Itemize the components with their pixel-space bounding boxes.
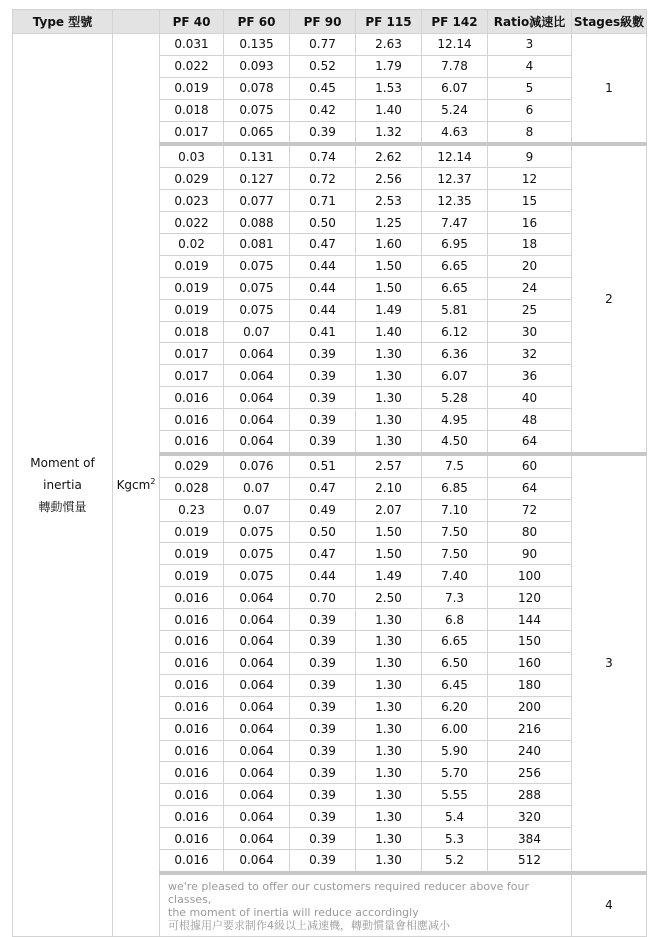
table-cell: 6.07: [422, 77, 488, 99]
table-cell: 180: [488, 674, 572, 696]
table-cell: 0.093: [224, 55, 290, 77]
table-cell: 0.44: [290, 255, 356, 277]
table-cell: 1.30: [356, 343, 422, 365]
table-cell: 384: [488, 828, 572, 850]
table-cell: 144: [488, 609, 572, 631]
table-cell: 0.127: [224, 168, 290, 190]
table-cell: 0.081: [224, 234, 290, 256]
table-cell: 6.65: [422, 255, 488, 277]
table-cell: 2.53: [356, 190, 422, 212]
table-cell: 0.078: [224, 77, 290, 99]
table-cell: 0.39: [290, 343, 356, 365]
table-cell: 12.35: [422, 190, 488, 212]
table-cell: 0.016: [160, 587, 224, 609]
table-cell: 0.064: [224, 696, 290, 718]
table-cell: 1.79: [356, 55, 422, 77]
table-cell: 0.019: [160, 543, 224, 565]
table-cell: 160: [488, 652, 572, 674]
table-cell: 0.44: [290, 565, 356, 587]
table-cell: 0.016: [160, 762, 224, 784]
table-cell: 6.85: [422, 477, 488, 499]
table-cell: 5.70: [422, 762, 488, 784]
table-cell: 4.50: [422, 431, 488, 454]
table-cell: 6.95: [422, 234, 488, 256]
table-cell: 0.017: [160, 343, 224, 365]
table-cell: 0.07: [224, 499, 290, 521]
inertia-table: [12, 9, 647, 937]
table-cell: 0.029: [160, 168, 224, 190]
table-cell: 4.63: [422, 121, 488, 144]
table-cell: 7.47: [422, 212, 488, 234]
table-cell: 0.016: [160, 740, 224, 762]
header-pf60: PF 60: [224, 10, 290, 34]
table-cell: 1.30: [356, 849, 422, 872]
table-cell: 0.39: [290, 784, 356, 806]
table-cell: 0.019: [160, 255, 224, 277]
table-cell: 1.30: [356, 674, 422, 696]
table-cell: 0.39: [290, 806, 356, 828]
table-cell: 0.016: [160, 387, 224, 409]
table-cell: 0.075: [224, 565, 290, 587]
table-cell: 40: [488, 387, 572, 409]
table-cell: 1.30: [356, 828, 422, 850]
table-cell: 0.39: [290, 762, 356, 784]
table-cell: 2.63: [356, 34, 422, 56]
header-stages: Stages級數: [572, 10, 647, 34]
table-cell: 0.39: [290, 631, 356, 653]
table-cell: 0.51: [290, 454, 356, 477]
table-cell: 12: [488, 168, 572, 190]
table-cell: 30: [488, 321, 572, 343]
table-cell: 5.24: [422, 99, 488, 121]
moment-of-inertia-label: [13, 34, 113, 937]
table-cell: 64: [488, 431, 572, 454]
table-cell: 5.4: [422, 806, 488, 828]
table-cell: 1.49: [356, 565, 422, 587]
label-line2: inertia: [43, 477, 82, 492]
table-cell: 0.019: [160, 77, 224, 99]
table-cell: 0.016: [160, 696, 224, 718]
table-cell: 6.65: [422, 277, 488, 299]
table-cell: 0.42: [290, 99, 356, 121]
table-cell: 0.064: [224, 343, 290, 365]
table-cell: 0.39: [290, 696, 356, 718]
table-cell: 3: [488, 34, 572, 56]
stage-cell: 2: [572, 144, 647, 453]
table-cell: 0.016: [160, 431, 224, 454]
table-cell: 0.39: [290, 718, 356, 740]
table-cell: 0.016: [160, 718, 224, 740]
table-cell: 0.39: [290, 387, 356, 409]
note-line3: 可根據用户要求制作4級以上减速機，轉動慣量會相應减小: [168, 918, 450, 932]
table-cell: 320: [488, 806, 572, 828]
label-line3: 轉動慣量: [38, 499, 87, 514]
table-cell: 48: [488, 409, 572, 431]
table-cell: 0.39: [290, 849, 356, 872]
table-cell: 0.016: [160, 806, 224, 828]
table-cell: 25: [488, 299, 572, 321]
table-cell: 0.075: [224, 299, 290, 321]
header-row: [13, 10, 647, 34]
table-cell: 2.56: [356, 168, 422, 190]
label-line1: Moment of: [30, 455, 95, 470]
table-cell: 90: [488, 543, 572, 565]
table-cell: 0.064: [224, 784, 290, 806]
table-cell: 12.37: [422, 168, 488, 190]
table-cell: 0.39: [290, 365, 356, 387]
table-cell: 0.02: [160, 234, 224, 256]
table-cell: 0.064: [224, 431, 290, 454]
table-cell: 1.30: [356, 431, 422, 454]
table-cell: 1.30: [356, 806, 422, 828]
table-cell: 0.077: [224, 190, 290, 212]
table-cell: 0.065: [224, 121, 290, 144]
table-cell: 0.064: [224, 631, 290, 653]
table-cell: 5: [488, 77, 572, 99]
table-cell: 1.30: [356, 652, 422, 674]
table-cell: 0.39: [290, 652, 356, 674]
table-cell: 0.016: [160, 784, 224, 806]
table-cell: 0.019: [160, 565, 224, 587]
table-cell: 0.023: [160, 190, 224, 212]
table-cell: 0.076: [224, 454, 290, 477]
table-cell: 18: [488, 234, 572, 256]
table-cell: 0.064: [224, 652, 290, 674]
table-cell: 0.064: [224, 762, 290, 784]
table-cell: 0.71: [290, 190, 356, 212]
table-cell: 1.32: [356, 121, 422, 144]
table-cell: 5.90: [422, 740, 488, 762]
table-cell: 0.016: [160, 631, 224, 653]
table-cell: 16: [488, 212, 572, 234]
stage-cell: 1: [572, 34, 647, 145]
table-cell: 7.50: [422, 543, 488, 565]
table-cell: 216: [488, 718, 572, 740]
table-cell: 0.075: [224, 521, 290, 543]
table-cell: 2.50: [356, 587, 422, 609]
stage-cell: 4: [572, 873, 647, 937]
table-cell: 5.81: [422, 299, 488, 321]
table-cell: 1.30: [356, 387, 422, 409]
table-cell: 72: [488, 499, 572, 521]
table-cell: 0.39: [290, 121, 356, 144]
table-cell: 0.064: [224, 409, 290, 431]
table-cell: 9: [488, 144, 572, 167]
table-cell: 1.50: [356, 543, 422, 565]
table-cell: 6.8: [422, 609, 488, 631]
table-cell: 0.41: [290, 321, 356, 343]
table-cell: 2.57: [356, 454, 422, 477]
table-cell: 0.07: [224, 477, 290, 499]
table-cell: 6.12: [422, 321, 488, 343]
table-cell: 0.52: [290, 55, 356, 77]
table-cell: 0.064: [224, 674, 290, 696]
table-cell: 6.65: [422, 631, 488, 653]
table-cell: 1.40: [356, 321, 422, 343]
table-cell: 8: [488, 121, 572, 144]
note-line1: we're pleased to offer our customers required reducer above four classes,: [168, 879, 529, 906]
table-cell: 0.50: [290, 521, 356, 543]
table-cell: 20: [488, 255, 572, 277]
table-cell: 0.016: [160, 409, 224, 431]
table-cell: 0.064: [224, 609, 290, 631]
table-cell: 0.39: [290, 609, 356, 631]
table-cell: 0.39: [290, 828, 356, 850]
table-cell: 0.44: [290, 277, 356, 299]
table-cell: 0.018: [160, 99, 224, 121]
table-cell: 0.075: [224, 277, 290, 299]
table-cell: 1.30: [356, 718, 422, 740]
table-cell: 0.23: [160, 499, 224, 521]
table-cell: 0.016: [160, 674, 224, 696]
table-cell: 0.03: [160, 144, 224, 167]
table-row: [13, 34, 647, 56]
table-cell: 4: [488, 55, 572, 77]
table-cell: 0.028: [160, 477, 224, 499]
table-cell: 200: [488, 696, 572, 718]
table-cell: 6: [488, 99, 572, 121]
table-cell: 0.70: [290, 587, 356, 609]
header-pf115: PF 115: [356, 10, 422, 34]
table-cell: 1.30: [356, 409, 422, 431]
table-cell: 1.50: [356, 255, 422, 277]
table-cell: 150: [488, 631, 572, 653]
table-cell: 100: [488, 565, 572, 587]
table-cell: 2.07: [356, 499, 422, 521]
table-cell: 24: [488, 277, 572, 299]
table-cell: 1.30: [356, 784, 422, 806]
table-cell: 0.50: [290, 212, 356, 234]
table-cell: 0.39: [290, 740, 356, 762]
table-cell: 256: [488, 762, 572, 784]
table-cell: 0.019: [160, 299, 224, 321]
table-cell: 36: [488, 365, 572, 387]
table-cell: 512: [488, 849, 572, 872]
header-pf90: PF 90: [290, 10, 356, 34]
header-pf142: PF 142: [422, 10, 488, 34]
header-pf40: PF 40: [160, 10, 224, 34]
table-cell: 6.50: [422, 652, 488, 674]
note-line2: the moment of inertia will reduce accordingly: [168, 905, 419, 919]
table-cell: 12.14: [422, 144, 488, 167]
table-cell: 0.45: [290, 77, 356, 99]
table-cell: 1.30: [356, 762, 422, 784]
table-cell: 4.95: [422, 409, 488, 431]
table-cell: 0.74: [290, 144, 356, 167]
table-cell: 0.016: [160, 849, 224, 872]
table-cell: 0.019: [160, 521, 224, 543]
table-cell: 0.064: [224, 365, 290, 387]
table-cell: 0.016: [160, 609, 224, 631]
table-cell: 0.47: [290, 477, 356, 499]
table-cell: 1.50: [356, 521, 422, 543]
table-cell: 7.50: [422, 521, 488, 543]
table-cell: 12.14: [422, 34, 488, 56]
table-cell: 0.031: [160, 34, 224, 56]
unit-base: Kgcm: [116, 478, 151, 493]
table-cell: 1.25: [356, 212, 422, 234]
table-cell: 1.30: [356, 740, 422, 762]
table-cell: 1.30: [356, 609, 422, 631]
table-cell: 6.36: [422, 343, 488, 365]
unit-label: [113, 34, 160, 937]
header-ratio: Ratio減速比: [488, 10, 572, 34]
table-cell: 0.064: [224, 587, 290, 609]
table-cell: 7.10: [422, 499, 488, 521]
table-cell: 0.022: [160, 212, 224, 234]
table-cell: 0.019: [160, 277, 224, 299]
table-cell: 0.064: [224, 806, 290, 828]
table-cell: 0.72: [290, 168, 356, 190]
header-type: Type 型號: [13, 10, 113, 34]
table-cell: 0.088: [224, 212, 290, 234]
table-cell: 0.49: [290, 499, 356, 521]
table-cell: 5.55: [422, 784, 488, 806]
table-cell: 0.47: [290, 543, 356, 565]
table-cell: 5.28: [422, 387, 488, 409]
table-cell: 0.47: [290, 234, 356, 256]
table-cell: 0.064: [224, 849, 290, 872]
table-cell: 64: [488, 477, 572, 499]
table-cell: 1.40: [356, 99, 422, 121]
table-cell: 6.20: [422, 696, 488, 718]
table-cell: 0.075: [224, 99, 290, 121]
table-cell: 6.45: [422, 674, 488, 696]
table-cell: 7.5: [422, 454, 488, 477]
table-cell: 0.075: [224, 543, 290, 565]
table-cell: 6.00: [422, 718, 488, 740]
table-cell: 0.064: [224, 828, 290, 850]
table-cell: 0.39: [290, 674, 356, 696]
table-cell: 7.78: [422, 55, 488, 77]
table-cell: 120: [488, 587, 572, 609]
table-cell: 0.018: [160, 321, 224, 343]
table-cell: 0.064: [224, 718, 290, 740]
table-cell: 1.49: [356, 299, 422, 321]
header-unit: [113, 10, 160, 34]
table-cell: 1.30: [356, 696, 422, 718]
table-cell: 0.017: [160, 365, 224, 387]
table-cell: 15: [488, 190, 572, 212]
table-cell: 60: [488, 454, 572, 477]
stage-cell: 3: [572, 454, 647, 873]
table-cell: 1.60: [356, 234, 422, 256]
table-cell: 0.39: [290, 409, 356, 431]
table-cell: 5.3: [422, 828, 488, 850]
table-cell: 80: [488, 521, 572, 543]
table-cell: 0.017: [160, 121, 224, 144]
table-cell: 7.40: [422, 565, 488, 587]
table-cell: 0.016: [160, 652, 224, 674]
table-cell: 0.135: [224, 34, 290, 56]
table-cell: 1.50: [356, 277, 422, 299]
table-cell: 0.131: [224, 144, 290, 167]
table-cell: 0.064: [224, 740, 290, 762]
table-cell: 0.44: [290, 299, 356, 321]
table-body: [13, 34, 647, 937]
table-cell: 2.62: [356, 144, 422, 167]
table-cell: 5.2: [422, 849, 488, 872]
table-cell: 240: [488, 740, 572, 762]
table-cell: 0.022: [160, 55, 224, 77]
table-cell: 1.30: [356, 631, 422, 653]
table-cell: 2.10: [356, 477, 422, 499]
table-cell: 0.016: [160, 828, 224, 850]
table-cell: 1.30: [356, 365, 422, 387]
note-text: [160, 873, 572, 937]
table-cell: 1.53: [356, 77, 422, 99]
table-cell: 6.07: [422, 365, 488, 387]
table-cell: 288: [488, 784, 572, 806]
table-cell: 0.77: [290, 34, 356, 56]
table-cell: 0.029: [160, 454, 224, 477]
table-cell: 0.07: [224, 321, 290, 343]
table-cell: 0.064: [224, 387, 290, 409]
table-cell: 0.075: [224, 255, 290, 277]
table-cell: 0.39: [290, 431, 356, 454]
unit-superscript: 2: [150, 477, 156, 487]
table-cell: 32: [488, 343, 572, 365]
table-cell: 7.3: [422, 587, 488, 609]
